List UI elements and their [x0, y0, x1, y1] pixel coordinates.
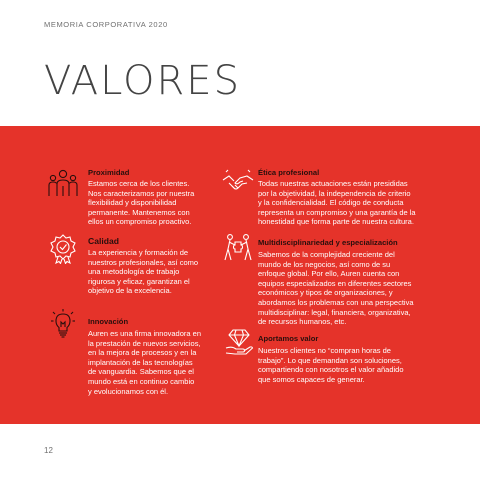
page-title: VALORES — [44, 58, 241, 104]
value-text: Auren es una firma innovadora en la prestación de nuevos servicios, en la mejora de procesos y en la implantación de las tecnologías de vanguardia. Sabemos que el mundo está en continuo cambio y evolucionamos con él. — [88, 329, 201, 396]
value-title: Calidad — [88, 236, 120, 246]
team-puzzle-icon — [222, 232, 254, 262]
value-text: Estamos cerca de los clientes. Nos caracterizamos por nuestra flexibilidad y disponibilidad permanente. Mantenemos con ellos un compromiso proactivo. — [88, 179, 195, 227]
diamond-hand-icon — [224, 326, 254, 356]
value-title: Innovación — [88, 317, 129, 326]
value-title: Ética profesional — [258, 168, 320, 177]
value-text: Todas nuestras actuaciones están presididas por la objetividad, la independencia de criterio y la confidencialidad. El código de conducta representa un compromiso y una garantía de la honestidad que forma parte de nuestra cultura. — [258, 179, 416, 227]
value-text: La experiencia y formación de nuestros profesionales, así como una metodología de trabajo rigurosa y eficaz, garantizan el objetivo de la excelencia. — [88, 248, 199, 296]
lightbulb-icon — [50, 308, 76, 340]
values-panel — [0, 126, 480, 424]
value-title: Proximidad — [88, 168, 130, 177]
value-title: Aportamos valor — [258, 334, 319, 343]
quality-badge-icon — [50, 234, 76, 264]
value-text: Nuestros clientes no “compran horas de trabajo”. Lo que demandan son soluciones, compartiendo con nosotros el valor añadido que somos capaces de generar. — [258, 346, 404, 384]
value-title: Multidisciplinariedad y especialización — [258, 238, 398, 247]
page-number: 12 — [44, 446, 53, 455]
people-group-icon — [46, 166, 80, 200]
value-text: Sabemos de la complejidad creciente del mundo de los negocios, así como de su enfoque global. Por ello, Auren cuenta con equipos especializados en diferentes sectores económicos y tipos de organizaciones, y abordamos los problemas con una perspectiva multidisciplinar: legal, financiera, organizativa, de recursos humanos, etc. — [258, 250, 414, 327]
header-label: MEMORIA CORPORATIVA 2020 — [44, 20, 168, 29]
handshake-icon — [222, 166, 254, 196]
